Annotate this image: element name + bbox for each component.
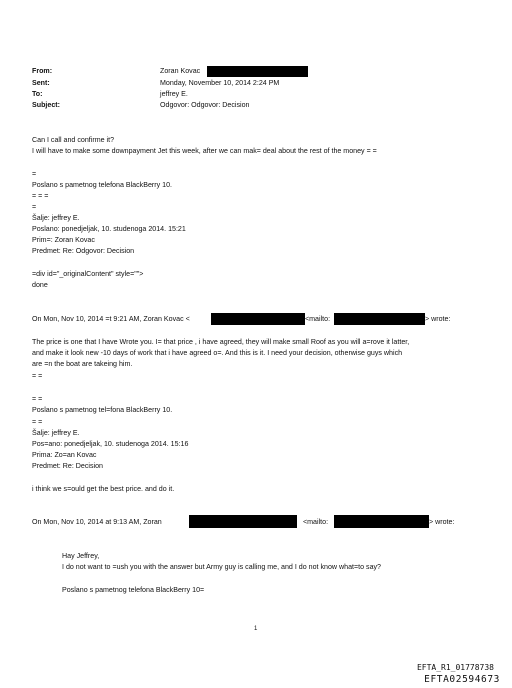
body-line: = xyxy=(32,170,37,178)
bates-number-secondary: EFTA02594673 xyxy=(424,674,500,685)
body-line: Predmet: Re: Odgovor: Decision xyxy=(32,247,135,255)
quote-header: On Mon, Nov 10, 2014 =t 9:21 AM, Zoran Kovac < xyxy=(32,315,190,323)
body-line: Poslano s pametnog telefona BlackBerry 10= xyxy=(62,586,205,594)
quote-header: On Mon, Nov 10, 2014 at 9:13 AM, Zoran xyxy=(32,518,162,526)
page-number: 1 xyxy=(254,626,258,632)
redaction-box xyxy=(334,313,425,325)
body-line: are =n the boat are takeing him. xyxy=(32,360,133,368)
body-line: =div id="_originalContent" style=""> xyxy=(32,270,144,278)
mailto-label: <mailto: xyxy=(303,518,329,526)
body-line: i think we s=ould get the best price. and do it. xyxy=(32,485,175,493)
from-value: Zoran Kovac xyxy=(160,67,201,75)
body-line: = xyxy=(32,203,37,211)
body-line: I will have to make some downpayment Jet this week, after we can mak= deal about the rest of the money = = xyxy=(32,147,377,155)
body-line: Poslano s pametnog tel=fona BlackBerry 10. xyxy=(32,406,173,414)
body-line: and make it look new -10 days of work that i have agreed o=. And this is it. I need your decision, otherwise guys which xyxy=(32,349,403,357)
mailto-label: <mailto: xyxy=(305,315,331,323)
subject-value: Odgovor: Odgovor: Decision xyxy=(160,101,250,109)
redaction-box xyxy=(211,313,305,325)
body-line: I do not want to =ush you with the answer but Army guy is calling me, and I do not know what=to say? xyxy=(62,563,382,571)
body-line: Prim=: Zoran Kovac xyxy=(32,236,95,244)
to-label: To: xyxy=(32,90,43,98)
to-value: jeffrey E. xyxy=(160,90,188,98)
sent-label: Sent: xyxy=(32,79,50,87)
body-line: Poslano s pametnog telefona BlackBerry 10. xyxy=(32,181,172,189)
body-line: Šalje: jeffrey E. xyxy=(32,429,80,437)
body-line: Predmet: Re: Decision xyxy=(32,462,103,470)
body-line: = = xyxy=(32,372,43,380)
subject-label: Subject: xyxy=(32,101,60,109)
bates-number-primary: EFTA_R1_01778738 xyxy=(416,663,494,672)
quote-wrote: > wrote: xyxy=(429,518,455,526)
body-line: Pos=ano: ponedjeljak, 10. studenoga 2014. 15:16 xyxy=(32,440,189,448)
redaction-box xyxy=(207,66,308,77)
body-line: Hay Jeffrey, xyxy=(62,552,100,560)
body-line: = = = xyxy=(32,192,49,200)
body-line: Poslano: ponedjeljak, 10. studenoga 2014. 15:21 xyxy=(32,225,186,233)
body-line: Can I call and confirme it? xyxy=(32,136,115,144)
body-line: Prima: Zo=an Kovac xyxy=(32,451,97,459)
body-line: = = xyxy=(32,418,43,426)
body-line: Šalje: jeffrey E. xyxy=(32,214,80,222)
body-line: The price is one that I have Wrote you. I= that price , i have agreed, they will make small Roof as you will a=rove it latter, xyxy=(32,338,410,346)
redaction-box xyxy=(334,515,429,528)
quote-wrote: > wrote: xyxy=(425,315,451,323)
from-label: From: xyxy=(32,67,53,75)
sent-value: Monday, November 10, 2014 2:24 PM xyxy=(160,79,280,87)
body-line: = = xyxy=(32,395,43,403)
body-line: done xyxy=(32,281,48,289)
redaction-box xyxy=(189,515,297,528)
